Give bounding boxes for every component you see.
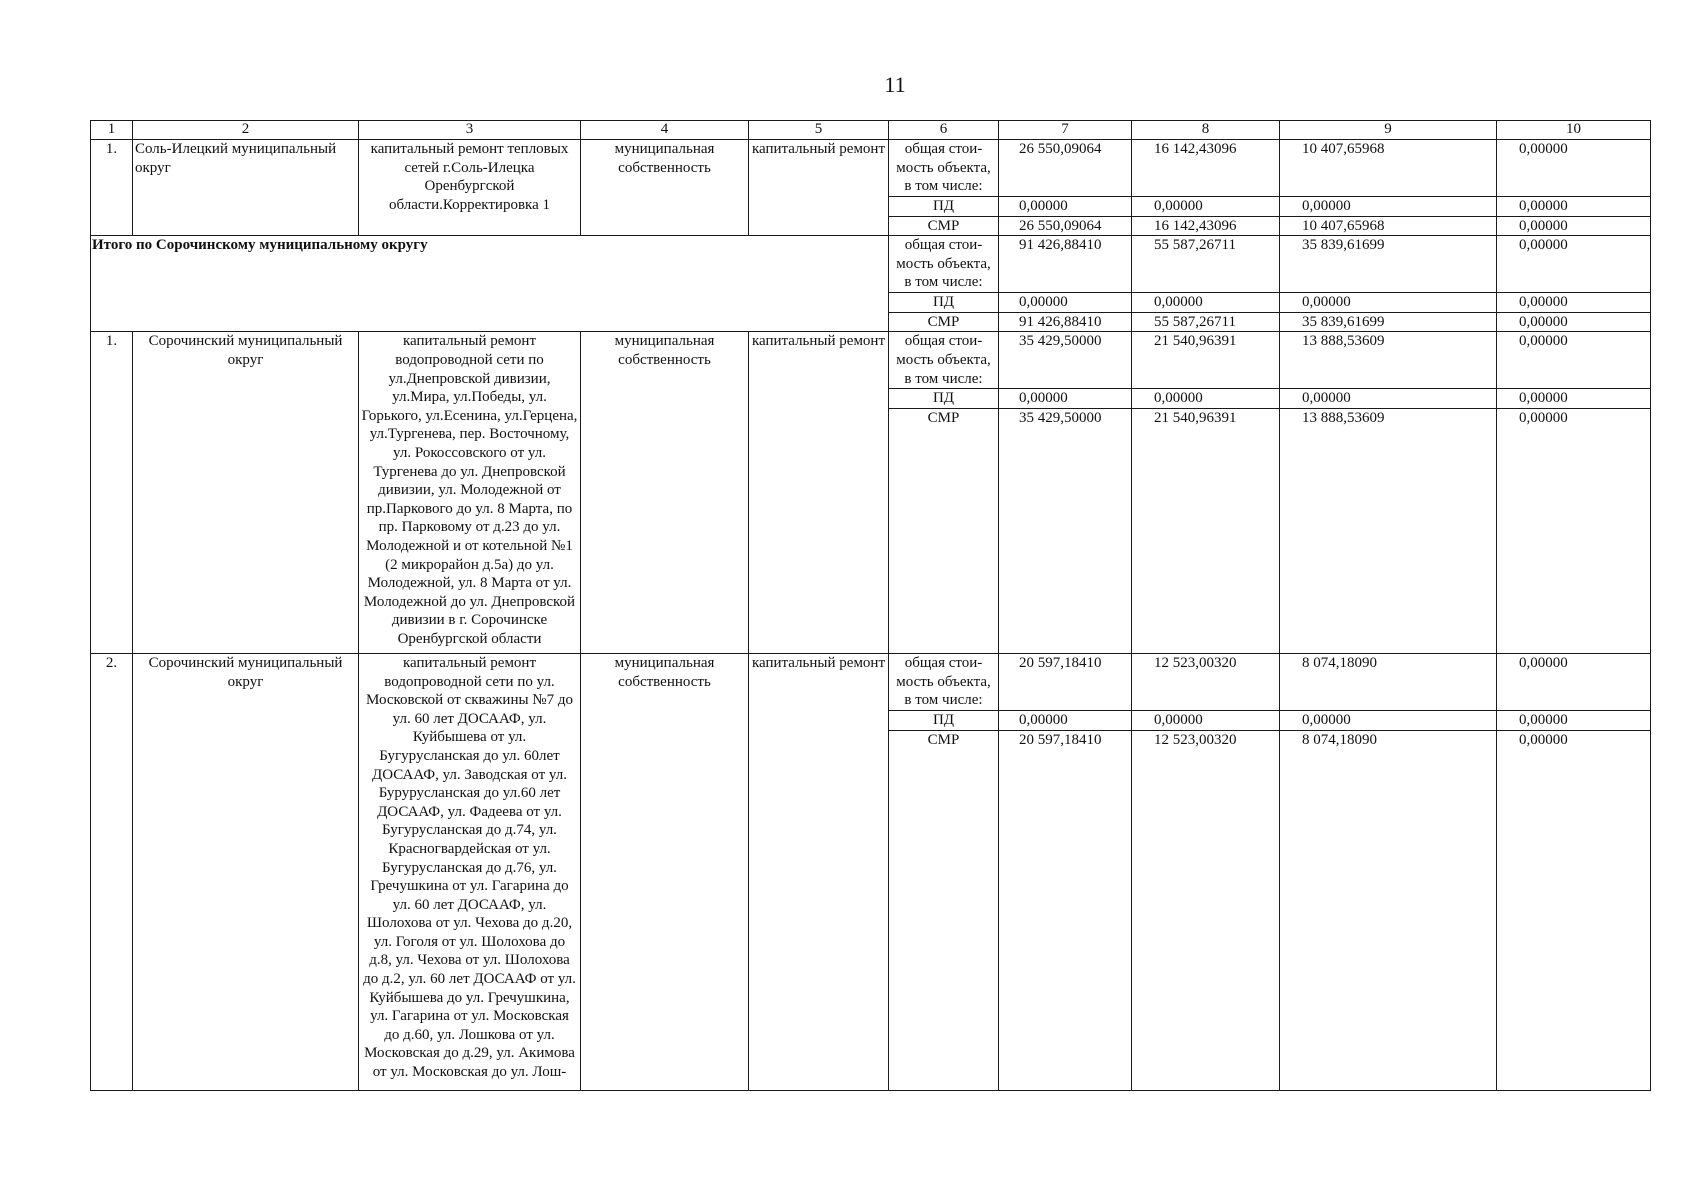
object-description: капитальный ремонт тепловых сетей г.Соль-Илецка Оренбургской области.Корректировка 1 xyxy=(359,140,581,236)
total-cost-col9: 13 888,53609 xyxy=(1280,332,1497,389)
smr-col8: 55 587,26711 xyxy=(1132,312,1280,332)
pd-col10: 0,00000 xyxy=(1497,710,1651,730)
smr-col7: 20 597,18410 xyxy=(999,730,1132,1090)
pd-label: ПД xyxy=(889,293,999,313)
pd-label: ПД xyxy=(889,197,999,217)
column-number-5: 5 xyxy=(749,121,889,140)
total-cost-col10: 0,00000 xyxy=(1497,236,1651,293)
smr-col8: 16 142,43096 xyxy=(1132,216,1280,236)
total-cost-col8: 55 587,26711 xyxy=(1132,236,1280,293)
smr-col8: 12 523,00320 xyxy=(1132,730,1280,1090)
smr-col10: 0,00000 xyxy=(1497,312,1651,332)
smr-col9: 10 407,65968 xyxy=(1280,216,1497,236)
municipality-cell: Сорочинский муниципальный округ xyxy=(133,653,359,1090)
smr-col10: 0,00000 xyxy=(1497,730,1651,1090)
work-type-cell: капитальный ремонт xyxy=(749,140,889,236)
smr-label: СМР xyxy=(889,730,999,1090)
table-row xyxy=(91,236,1651,293)
pd-col9: 0,00000 xyxy=(1280,293,1497,313)
column-number-3: 3 xyxy=(359,121,581,140)
total-cost-col10: 0,00000 xyxy=(1497,140,1651,197)
column-number-row xyxy=(91,121,1651,140)
pd-col9: 0,00000 xyxy=(1280,389,1497,409)
table-row xyxy=(91,653,1651,710)
column-number-1: 1 xyxy=(91,121,133,140)
total-cost-label: общая стои- мость объекта, в том числе: xyxy=(889,332,999,389)
total-cost-label: общая стои- мость объекта, в том числе: xyxy=(889,236,999,293)
total-cost-col10: 0,00000 xyxy=(1497,653,1651,710)
smr-col10: 0,00000 xyxy=(1497,408,1651,653)
smr-col9: 8 074,18090 xyxy=(1280,730,1497,1090)
pd-col9: 0,00000 xyxy=(1280,710,1497,730)
pd-col7: 0,00000 xyxy=(999,710,1132,730)
pd-col10: 0,00000 xyxy=(1497,293,1651,313)
total-cost-col7: 26 550,09064 xyxy=(999,140,1132,197)
pd-col8: 0,00000 xyxy=(1132,293,1280,313)
work-type-cell: капитальный ремонт xyxy=(749,653,889,1090)
total-cost-col7: 20 597,18410 xyxy=(999,653,1132,710)
column-number-8: 8 xyxy=(1132,121,1280,140)
total-cost-col7: 91 426,88410 xyxy=(999,236,1132,293)
work-type-cell: капитальный ремонт xyxy=(749,332,889,654)
column-number-10: 10 xyxy=(1497,121,1651,140)
total-cost-col8: 12 523,00320 xyxy=(1132,653,1280,710)
object-index: 1. xyxy=(91,332,133,654)
column-number-6: 6 xyxy=(889,121,999,140)
pd-col10: 0,00000 xyxy=(1497,197,1651,217)
object-description: капитальный ремонт водопроводной сети по ул.Днепровской дивизии, ул.Мира, ул.Победы, ул. Горького, ул.Есенина, ул.Герцена, ул.Тургенева, пер. Восточному, ул. Рокоссовского от ул. Тургенева до ул. Днепровской дивизии, ул. Молодежной от пр.Паркового до ул. 8 Марта, по пр. Парковому от д.23 до ул. Молодежной и от котельной №1 (2 микрорайон д.5а) до ул. Молодежной, ул. 8 Марта от ул. Молодежной до ул. Днепровской дивизии в г. Сорочинске Оренбургской области xyxy=(359,332,581,654)
pd-label: ПД xyxy=(889,710,999,730)
total-cost-col10: 0,00000 xyxy=(1497,332,1651,389)
column-number-4: 4 xyxy=(581,121,749,140)
total-cost-col7: 35 429,50000 xyxy=(999,332,1132,389)
table-row xyxy=(91,332,1651,389)
municipality-cell: Сорочинский муниципальный округ xyxy=(133,332,359,654)
page-number: 11 xyxy=(884,72,906,97)
pd-col10: 0,00000 xyxy=(1497,389,1651,409)
total-cost-col9: 35 839,61699 xyxy=(1280,236,1497,293)
total-cost-label: общая стои- мость объекта, в том числе: xyxy=(889,140,999,197)
pd-col7: 0,00000 xyxy=(999,197,1132,217)
total-cost-label: общая стои- мость объекта, в том числе: xyxy=(889,653,999,710)
pd-col8: 0,00000 xyxy=(1132,710,1280,730)
object-description: капитальный ремонт водопроводной сети по ул. Московской от скважины №7 до ул. 60 лет ДОСААФ, ул. Куйбышева от ул. Бугурусланская до ул. 60лет ДОСААФ, ул. Заводская от ул. Бурурусланская до ул.60 лет ДОСААФ, ул. Фадеева от ул. Бугурусланская до д.74, ул. Красногвардейская от ул. Бугурусланская до д.76, ул. Гречушкина от ул. Гагарина до ул. 60 лет ДОСААФ, ул. Шолохова от ул. Чехова до д.20, ул. Гоголя от ул. Шолохова до д.8, ул. Чехова от ул. Шолохова до д.2, ул. 60 лет ДОСААФ от ул. Куйбышева до ул. Гречушкина, ул. Гагарина от ул. Московская до д.60, ул. Лошкова от ул. Московская до д.29, ул. Акимова от ул. Московская до ул. Лош- xyxy=(359,653,581,1090)
smr-label: СМР xyxy=(889,312,999,332)
pd-col8: 0,00000 xyxy=(1132,197,1280,217)
ownership-cell: муниципальная собственность xyxy=(581,653,749,1090)
pd-label: ПД xyxy=(889,389,999,409)
smr-label: СМР xyxy=(889,216,999,236)
smr-col7: 26 550,09064 xyxy=(999,216,1132,236)
smr-col10: 0,00000 xyxy=(1497,216,1651,236)
district-total-title: Итого по Сорочинскому муниципальному округу xyxy=(91,236,889,332)
object-index: 2. xyxy=(91,653,133,1090)
pd-col7: 0,00000 xyxy=(999,389,1132,409)
table-row xyxy=(91,140,1651,197)
ownership-cell: муниципальная собственность xyxy=(581,332,749,654)
smr-col9: 35 839,61699 xyxy=(1280,312,1497,332)
capital-repair-table xyxy=(90,120,1651,1091)
smr-label: СМР xyxy=(889,408,999,653)
smr-col8: 21 540,96391 xyxy=(1132,408,1280,653)
pd-col9: 0,00000 xyxy=(1280,197,1497,217)
column-number-7: 7 xyxy=(999,121,1132,140)
smr-col7: 91 426,88410 xyxy=(999,312,1132,332)
total-cost-col8: 16 142,43096 xyxy=(1132,140,1280,197)
municipality-cell: Соль-Илецкий муниципальный округ xyxy=(133,140,359,236)
total-cost-col8: 21 540,96391 xyxy=(1132,332,1280,389)
column-number-9: 9 xyxy=(1280,121,1497,140)
pd-col7: 0,00000 xyxy=(999,293,1132,313)
smr-col7: 35 429,50000 xyxy=(999,408,1132,653)
object-index: 1. xyxy=(91,140,133,236)
ownership-cell: муниципальная собственность xyxy=(581,140,749,236)
column-number-2: 2 xyxy=(133,121,359,140)
total-cost-col9: 8 074,18090 xyxy=(1280,653,1497,710)
smr-col9: 13 888,53609 xyxy=(1280,408,1497,653)
pd-col8: 0,00000 xyxy=(1132,389,1280,409)
total-cost-col9: 10 407,65968 xyxy=(1280,140,1497,197)
